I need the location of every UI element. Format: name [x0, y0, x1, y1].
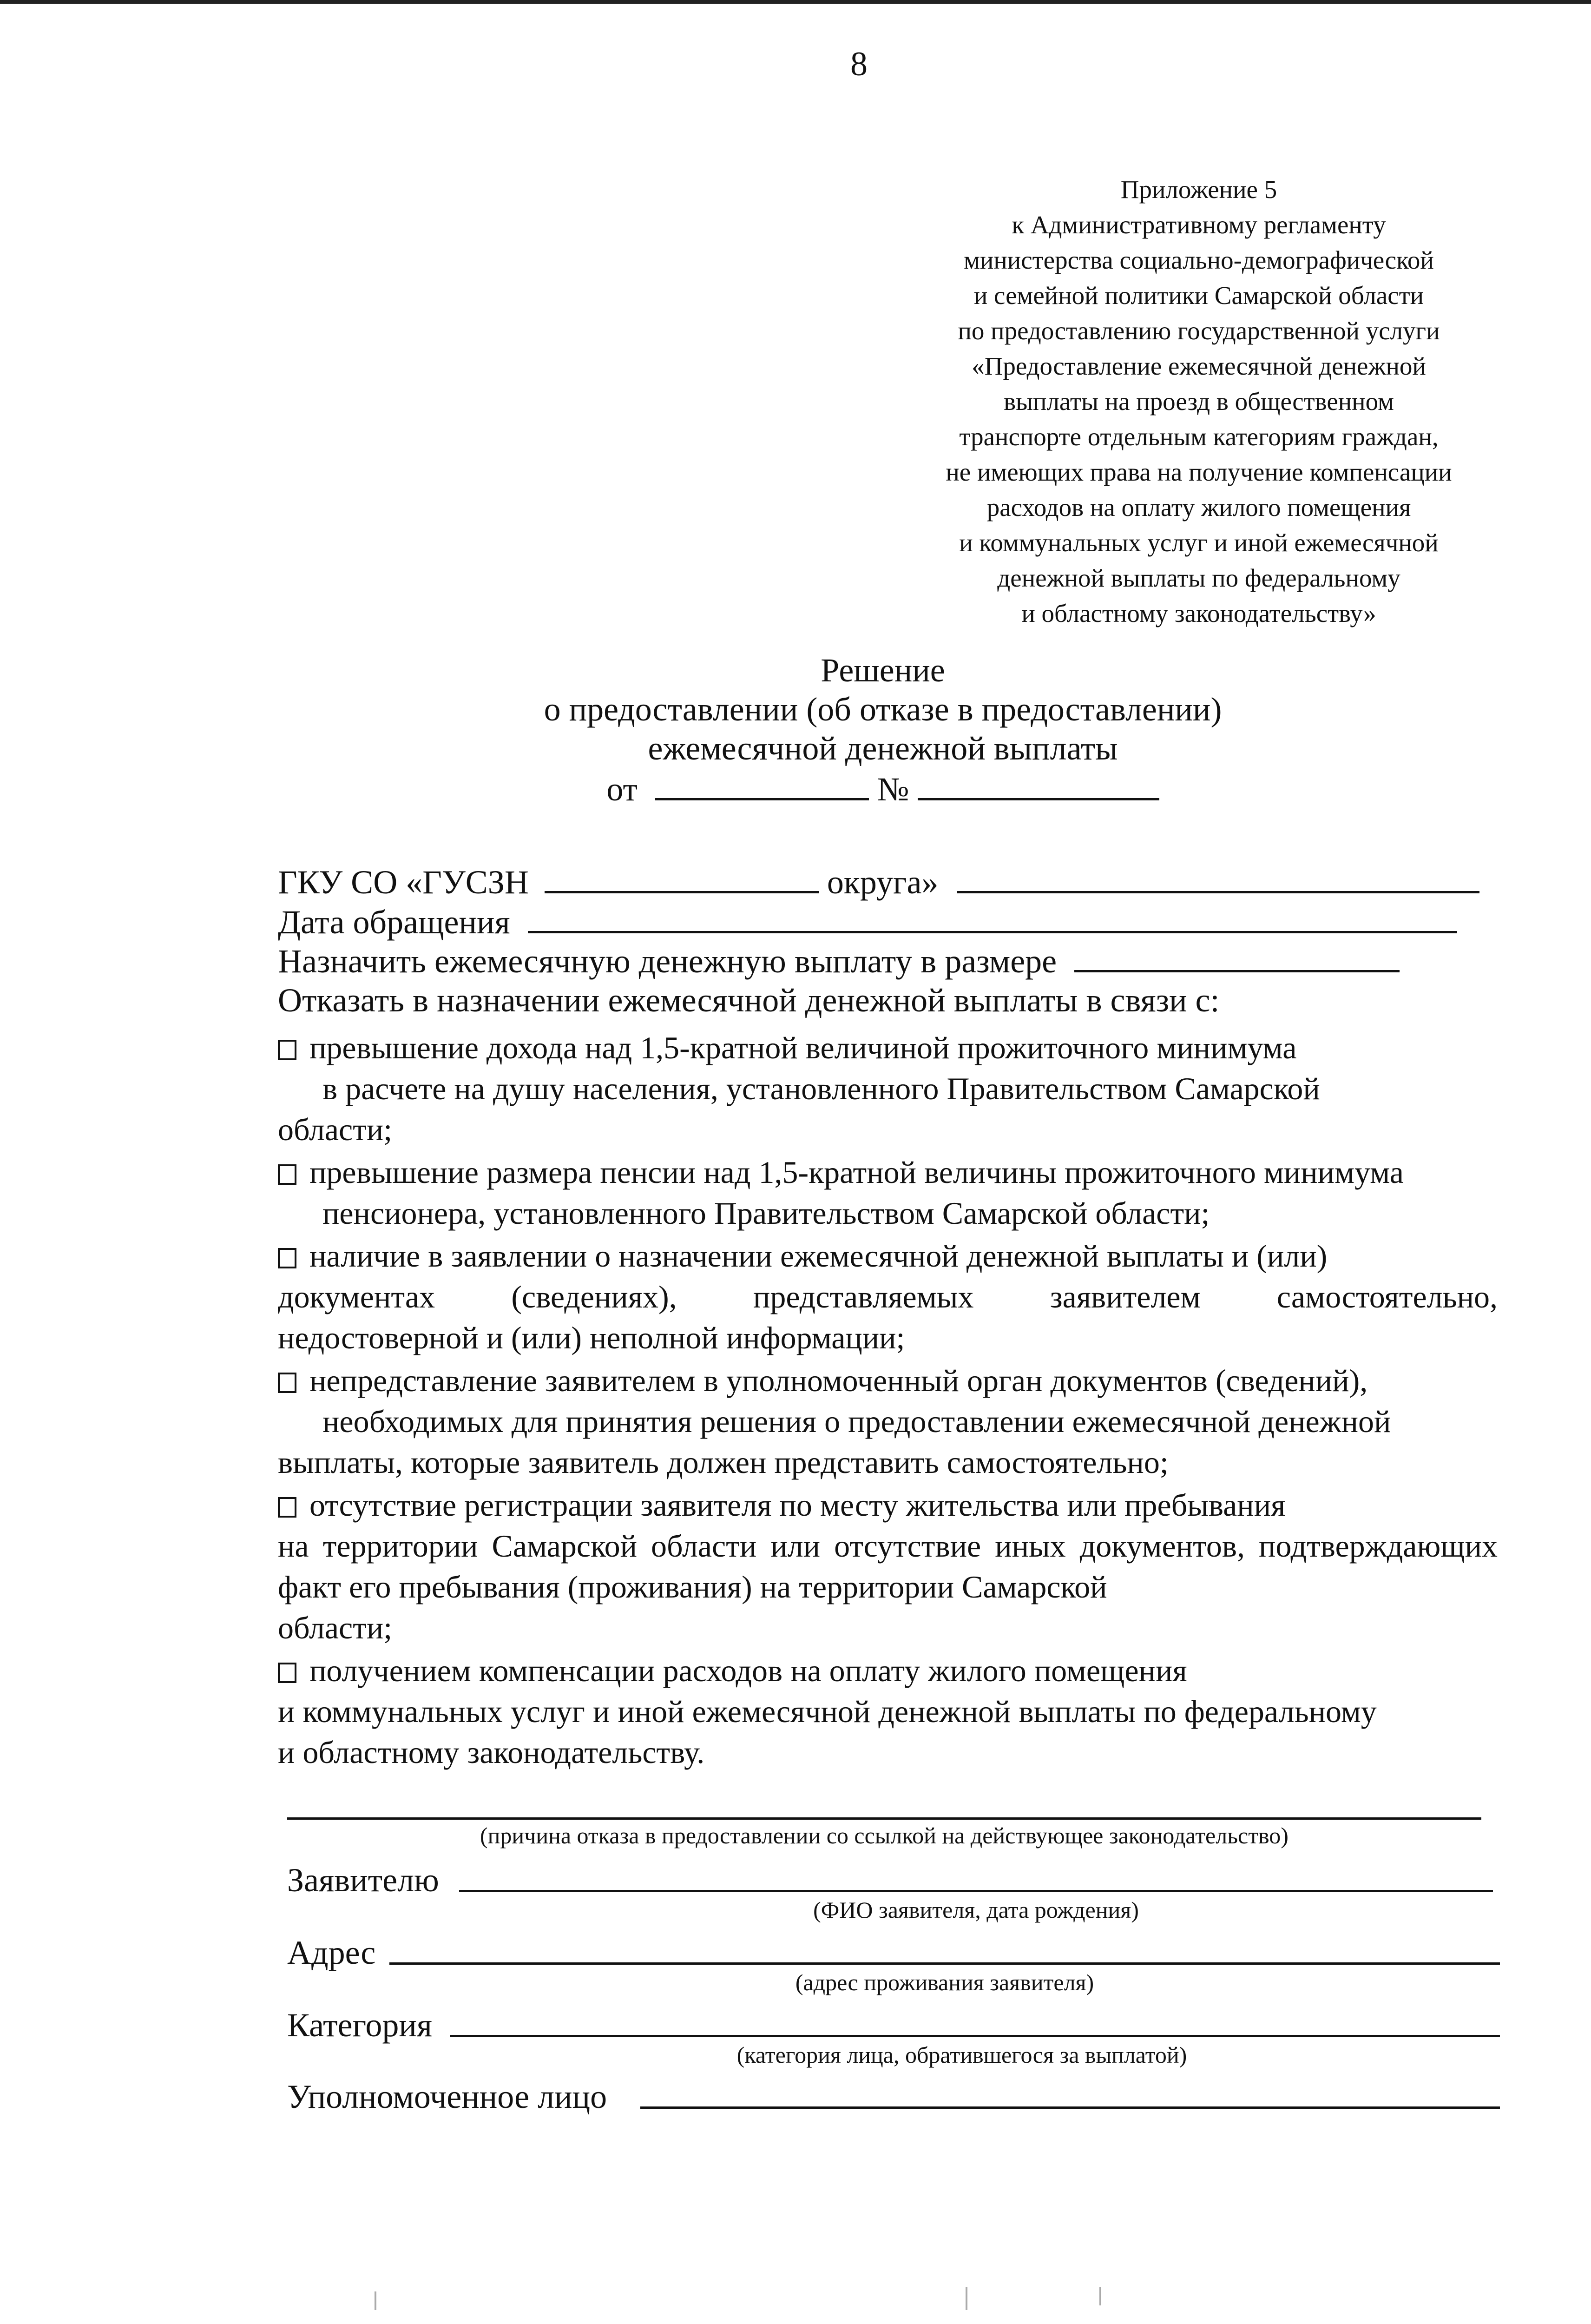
reason-text: наличие в заявлении о назначении ежемесячной денежной выплаты и (или) — [309, 1238, 1328, 1274]
reason-text: отсутствие регистрации заявителя по месту жительства или пребывания — [309, 1487, 1286, 1523]
reason-item — [278, 1650, 1498, 1773]
authorized-row — [287, 2078, 607, 2116]
reason-text: на территории Самарской области или отсутствие иных документов, подтверждающих факт его пребывания (проживания) на территории Самарской — [278, 1528, 1498, 1604]
refusal-reasons-list — [278, 1027, 1498, 1775]
reason-item — [278, 1027, 1498, 1150]
refusal-reason-line[interactable] — [287, 1817, 1481, 1820]
reason-text: и областному законодательству. — [278, 1735, 705, 1770]
reason-text: в расчете на душу населения, установленного Правительством Самарской — [322, 1071, 1320, 1106]
refuse-label: Отказать в назначении ежемесячной денежной выплаты в связи с: — [278, 982, 1220, 1019]
decision-number-field[interactable] — [918, 770, 1159, 800]
applicant-caption: (ФИО заявителя, дата рождения) — [813, 1897, 1139, 1923]
decision-date-field[interactable] — [655, 770, 869, 800]
reason-text: получением компенсации расходов на оплату жилого помещения — [309, 1653, 1187, 1688]
assign-row — [278, 942, 1486, 981]
address-label: Адрес — [287, 1934, 376, 1971]
reason-text: выплаты, которые заявитель должен представить самостоятельно; — [278, 1445, 1169, 1480]
agency-suffix: округа» — [827, 864, 939, 901]
applicant-label: Заявителю — [287, 1862, 439, 1899]
address-caption: (адрес проживания заявителя) — [795, 1969, 1094, 1995]
address-row — [287, 1934, 375, 1972]
reason-checkbox[interactable] — [278, 1164, 296, 1185]
request-date-field[interactable] — [528, 905, 1457, 933]
title-line: ежемесячной денежной выплаты — [648, 730, 1118, 767]
category-line[interactable] — [450, 2035, 1500, 2037]
appendix-line: не имеющих права на получение компенсации — [946, 458, 1452, 486]
district-field[interactable] — [545, 865, 819, 893]
appendix-header — [874, 172, 1524, 631]
scan-mark — [966, 2287, 967, 2310]
appendix-line: выплаты на проезд в общественном — [1004, 387, 1394, 416]
agency-row — [278, 863, 1486, 902]
request-date-row — [278, 903, 1486, 942]
reason-text: и коммунальных услуг и иной ежемесячной денежной выплаты по федеральному — [278, 1694, 1377, 1729]
applicant-row — [287, 1861, 439, 1900]
reason-item — [278, 1360, 1498, 1483]
authorized-label: Уполномоченное лицо — [287, 2078, 607, 2115]
reason-checkbox[interactable] — [278, 1040, 296, 1060]
reason-text: непредставление заявителем в уполномоченный орган документов (сведений), — [309, 1363, 1368, 1398]
number-label: № — [877, 771, 909, 808]
reason-item — [278, 1235, 1498, 1358]
title-line: Решение — [821, 652, 945, 689]
category-label: Категория — [287, 2007, 432, 2044]
title-date-number — [418, 770, 1348, 809]
category-row — [287, 2006, 432, 2045]
agency-extra-field[interactable] — [957, 865, 1479, 893]
reason-checkbox[interactable] — [278, 1497, 296, 1518]
appendix-line: транспорте отдельным категориям граждан, — [959, 423, 1439, 451]
appendix-line: денежной выплаты по федеральному — [997, 564, 1400, 592]
reason-text: недостоверной и (или) неполной информации; — [278, 1320, 905, 1355]
reason-text: области; — [278, 1610, 393, 1645]
reason-text: документах (сведениях), представляемых заявителем самостоятельно, — [278, 1279, 1498, 1314]
appendix-line: и областному законодательству» — [1021, 599, 1376, 627]
appendix-line: расходов на оплату жилого помещения — [986, 493, 1411, 522]
reason-text: пенсионера, установленного Правительством Самарской области; — [322, 1195, 1210, 1231]
appendix-line: и коммунальных услуг и иной ежемесячной — [959, 528, 1439, 557]
appendix-line: «Предоставление ежемесячной денежной — [972, 352, 1426, 380]
page-number: 8 — [850, 45, 868, 83]
reason-checkbox[interactable] — [278, 1248, 296, 1268]
agency-prefix: ГКУ СО «ГУСЗН — [278, 864, 529, 901]
scan-mark — [1099, 2287, 1101, 2305]
reason-checkbox[interactable] — [278, 1663, 296, 1683]
appendix-line: и семейной политики Самарской области — [973, 281, 1424, 310]
refuse-row — [278, 981, 1486, 1020]
reason-text: области; — [278, 1112, 393, 1147]
reason-text: превышение размера пенсии над 1,5-кратной величины прожиточного минимума — [309, 1155, 1404, 1190]
page-top-edge — [0, 0, 1591, 4]
refusal-caption: (причина отказа в предоставлении со ссылкой на действующее законодательство) — [480, 1822, 1289, 1849]
reason-checkbox[interactable] — [278, 1373, 296, 1393]
reason-text: необходимых для принятия решения о предоставлении ежемесячной денежной — [322, 1404, 1391, 1439]
reason-item — [278, 1485, 1498, 1648]
appendix-line: по предоставлению государственной услуги — [958, 317, 1440, 345]
appendix-line: министерства социально-демографической — [964, 246, 1434, 274]
reason-item — [278, 1152, 1498, 1234]
document-title — [418, 651, 1348, 809]
title-line: о предоставлении (об отказе в предоставлении) — [544, 691, 1222, 728]
request-date-label: Дата обращения — [278, 904, 510, 941]
scan-mark — [375, 2291, 376, 2310]
appendix-line: к Административному регламенту — [1012, 211, 1386, 239]
reason-text: превышение дохода над 1,5-кратной величиной прожиточного минимума — [309, 1030, 1297, 1065]
from-label: от — [606, 771, 638, 808]
assign-label: Назначить ежемесячную денежную выплату в размере — [278, 943, 1057, 980]
assign-amount-field[interactable] — [1074, 944, 1400, 972]
applicant-line[interactable] — [459, 1890, 1493, 1892]
authorized-line[interactable] — [640, 2106, 1500, 2109]
category-caption: (категория лица, обратившегося за выплатой) — [736, 2042, 1187, 2068]
appendix-line: Приложение 5 — [1120, 175, 1277, 204]
address-line[interactable] — [389, 1962, 1500, 1965]
